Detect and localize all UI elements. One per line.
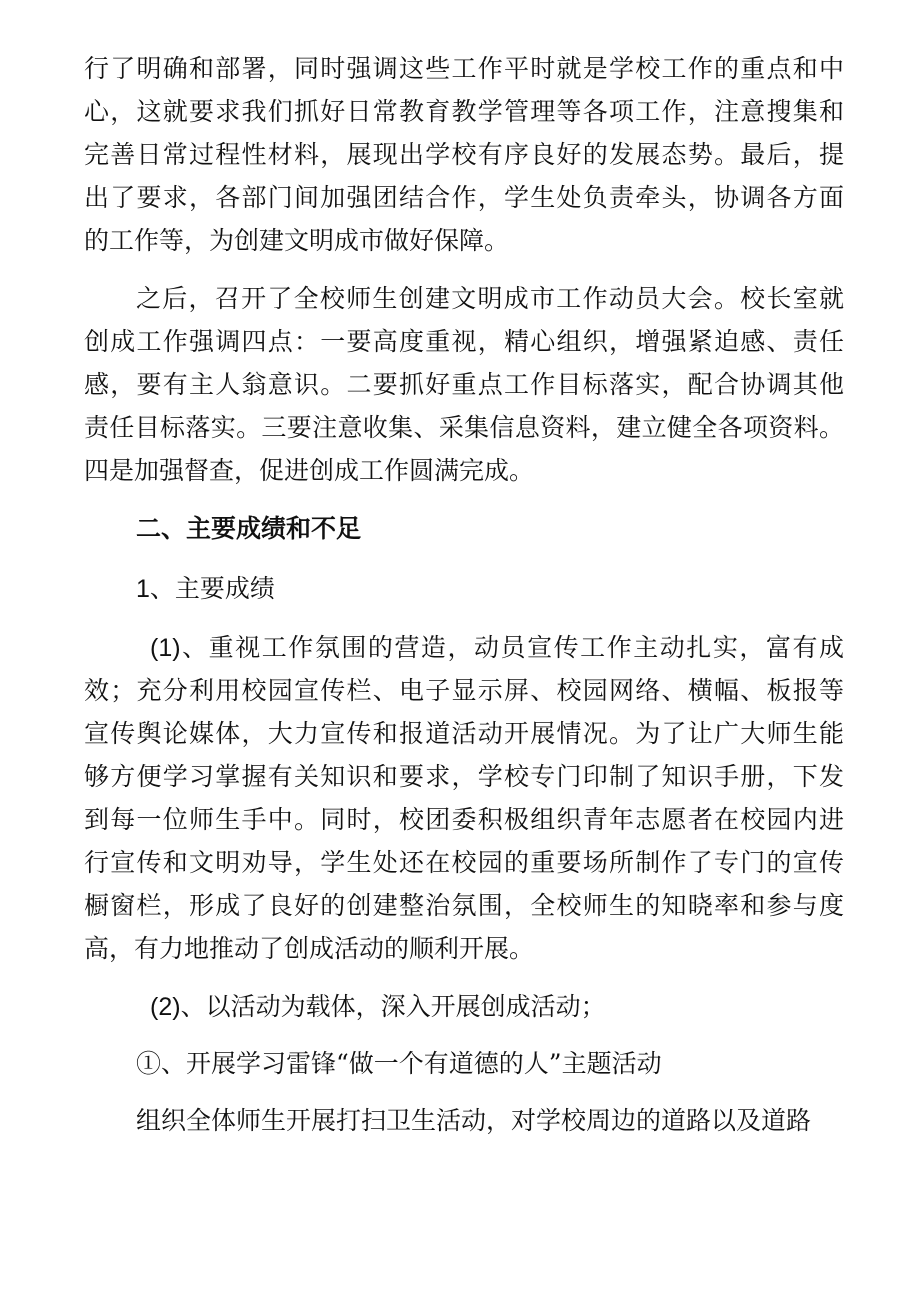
item-number: (1) [150,634,181,662]
paragraph-line: 行宣传和文明劝导，学生处还在校园的重要场所制作了专门的宣传 [84,848,844,877]
paragraph-line: 完善日常过程性材料，展现出学校有序良好的发展态势。最后，提 [84,140,844,169]
item-text: 、重视工作氛围的营造，动员宣传工作主动扎实，富有成 [180,633,844,662]
paragraph-line: 四是加强督查，促进创成工作圆满完成。 [84,456,535,485]
paragraph-line: 之后，召开了全校师生创建文明成市工作动员大会。校长室就 [136,284,844,313]
item-number: (2) [150,993,181,1021]
paragraph-line: 组织全体师生开展打扫卫生活动，对学校周边的道路以及道路 [136,1106,812,1135]
item-heading [150,985,606,1029]
paragraph-line: 感，要有主人翁意识。二要抓好重点工作目标落实，配合协调其他 [84,370,844,399]
paragraph-line: 创成工作强调四点：一要高度重视，精心组织，增强紧迫感、责任 [84,327,844,356]
item-text: 、以活动为载体，深入开展创成活动； [180,992,606,1021]
paragraph-line: 够方便学习掌握有关知识和要求，学校专门印制了知识手册，下发 [84,762,844,791]
paragraph-line: 高，有力地推动了创成活动的顺利开展。 [84,934,535,963]
paragraph-line: 出了要求，各部门间加强团结合作，学生处负责牵头，协调各方面 [84,183,844,212]
subsection-title: 、主要成绩 [149,574,275,603]
paragraph-line: 责任目标落实。三要注意收集、采集信息资料，建立健全各项资料。 [84,413,844,442]
paragraph-line: 宣传舆论媒体，大力宣传和报道活动开展情况。为了让广大师生能 [84,719,844,748]
paragraph-line [150,626,844,670]
subsection-number: 1 [136,575,150,603]
subsection-heading [136,567,275,611]
paragraph-line: 到每一位师生手中。同时，校团委积极组织青年志愿者在校园内进 [84,805,844,834]
activity-heading: ①、开展学习雷锋“做一个有道德的人”主题活动 [136,1049,662,1078]
paragraph-line: 橱窗栏，形成了良好的创建整治氛围，全校师生的知晓率和参与度 [84,891,844,920]
section-heading: 二、主要成绩和不足 [136,514,362,543]
paragraph-line: 行了明确和部署，同时强调这些工作平时就是学校工作的重点和中 [84,54,844,83]
paragraph-line: 心，这就要求我们抓好日常教育教学管理等各项工作，注意搜集和 [84,97,844,126]
paragraph-line: 的工作等，为创建文明成市做好保障。 [84,226,510,255]
paragraph-line: 效；充分利用校园宣传栏、电子显示屏、校园网络、横幅、板报等 [84,676,844,705]
